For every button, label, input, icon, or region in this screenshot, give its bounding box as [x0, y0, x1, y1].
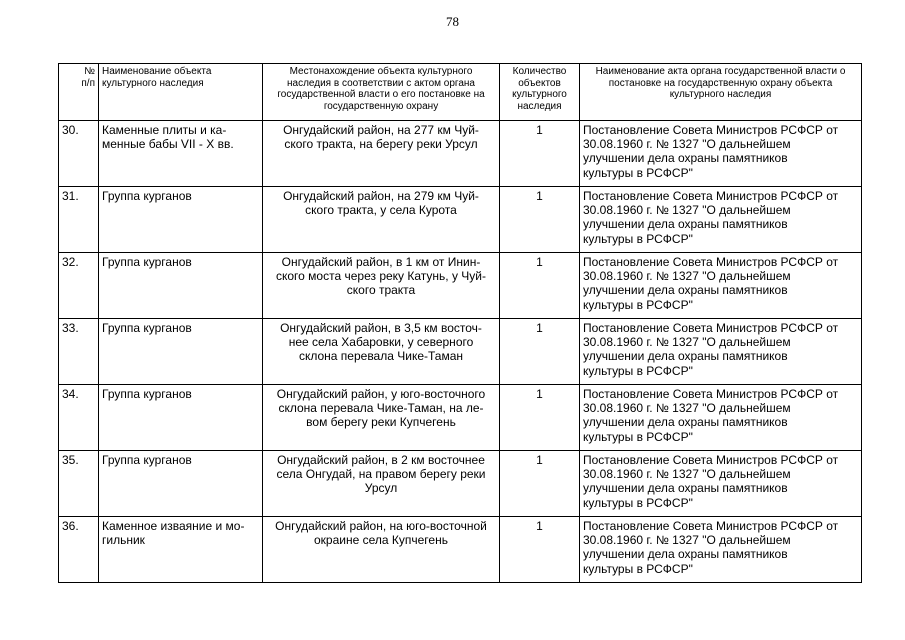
row-quantity: 1 — [500, 121, 580, 187]
row-act: Постановление Совета Министров РСФСР от 30.08.1960 г. № 1327 "О дальнейшем улучшении дела охраны памятников культуры в РСФСР" — [580, 385, 862, 451]
row-act: Постановление Совета Министров РСФСР от 30.08.1960 г. № 1327 "О дальнейшем улучшении дела охраны памятников культуры в РСФСР" — [580, 451, 862, 517]
row-name: Группа курганов — [99, 187, 263, 253]
row-location: Онгудайский район, в 1 км от Инин- ского моста через реку Катунь, у Чуй- ского тракта — [263, 253, 500, 319]
row-name: Группа курганов — [99, 451, 263, 517]
row-num: 34. — [59, 385, 99, 451]
header-location: Местонахождение объекта культурного наследия в соответствии с актом органа государственной власти о его постановке на государственную охрану — [263, 64, 500, 121]
row-act: Постановление Совета Министров РСФСР от 30.08.1960 г. № 1327 "О дальнейшем улучшении дела охраны памятников культуры в РСФСР" — [580, 319, 862, 385]
row-location: Онгудайский район, на 279 км Чуй- ского тракта, у села Курота — [263, 187, 500, 253]
row-quantity: 1 — [500, 385, 580, 451]
row-quantity: 1 — [500, 451, 580, 517]
row-location: Онгудайский район, в 3,5 км восточ- нее села Хабаровки, у северного склона перевала Чике-Таман — [263, 319, 500, 385]
page-number: 78 — [446, 14, 459, 29]
row-quantity: 1 — [500, 253, 580, 319]
row-location: Онгудайский район, у юго-восточного склона перевала Чике-Таман, на ле- вом берегу реки Купчегень — [263, 385, 500, 451]
table-row — [59, 253, 862, 319]
heritage-registry-table — [58, 63, 862, 583]
row-quantity: 1 — [500, 319, 580, 385]
row-num: 30. — [59, 121, 99, 187]
row-location: Онгудайский район, на юго-восточной окраине села Купчегень — [263, 517, 500, 583]
row-name: Группа курганов — [99, 385, 263, 451]
row-num: 36. — [59, 517, 99, 583]
row-location: Онгудайский район, в 2 км восточнее села Онгудай, на правом берегу реки Урсул — [263, 451, 500, 517]
row-quantity: 1 — [500, 187, 580, 253]
table-header-row — [59, 64, 862, 121]
row-num: 32. — [59, 253, 99, 319]
row-name: Группа курганов — [99, 319, 263, 385]
table-row — [59, 187, 862, 253]
table-row — [59, 121, 862, 187]
header-quantity: Количество объектов культурного наследия — [500, 64, 580, 121]
row-act: Постановление Совета Министров РСФСР от 30.08.1960 г. № 1327 "О дальнейшем улучшении дела охраны памятников культуры в РСФСР" — [580, 187, 862, 253]
row-name: Группа курганов — [99, 253, 263, 319]
row-act: Постановление Совета Министров РСФСР от 30.08.1960 г. № 1327 "О дальнейшем улучшении дела охраны памятников культуры в РСФСР" — [580, 253, 862, 319]
header-name: Наименование объекта культурного наследия — [99, 64, 263, 121]
table-row — [59, 451, 862, 517]
header-num: № п/п — [59, 64, 99, 121]
row-name: Каменные плиты и ка- менные бабы VII - X вв. — [99, 121, 263, 187]
table-row — [59, 319, 862, 385]
row-act: Постановление Совета Министров РСФСР от 30.08.1960 г. № 1327 "О дальнейшем улучшении дела охраны памятников культуры в РСФСР" — [580, 121, 862, 187]
row-num: 31. — [59, 187, 99, 253]
table-row — [59, 385, 862, 451]
row-num: 33. — [59, 319, 99, 385]
row-quantity: 1 — [500, 517, 580, 583]
row-location: Онгудайский район, на 277 км Чуй- ского тракта, на берегу реки Урсул — [263, 121, 500, 187]
row-name: Каменное изваяние и мо- гильник — [99, 517, 263, 583]
row-act: Постановление Совета Министров РСФСР от 30.08.1960 г. № 1327 "О дальнейшем улучшении дела охраны памятников культуры в РСФСР" — [580, 517, 862, 583]
header-act: Наименование акта органа государственной власти о постановке на государственную охрану объекта культурного наследия — [580, 64, 862, 121]
row-num: 35. — [59, 451, 99, 517]
table-row — [59, 517, 862, 583]
